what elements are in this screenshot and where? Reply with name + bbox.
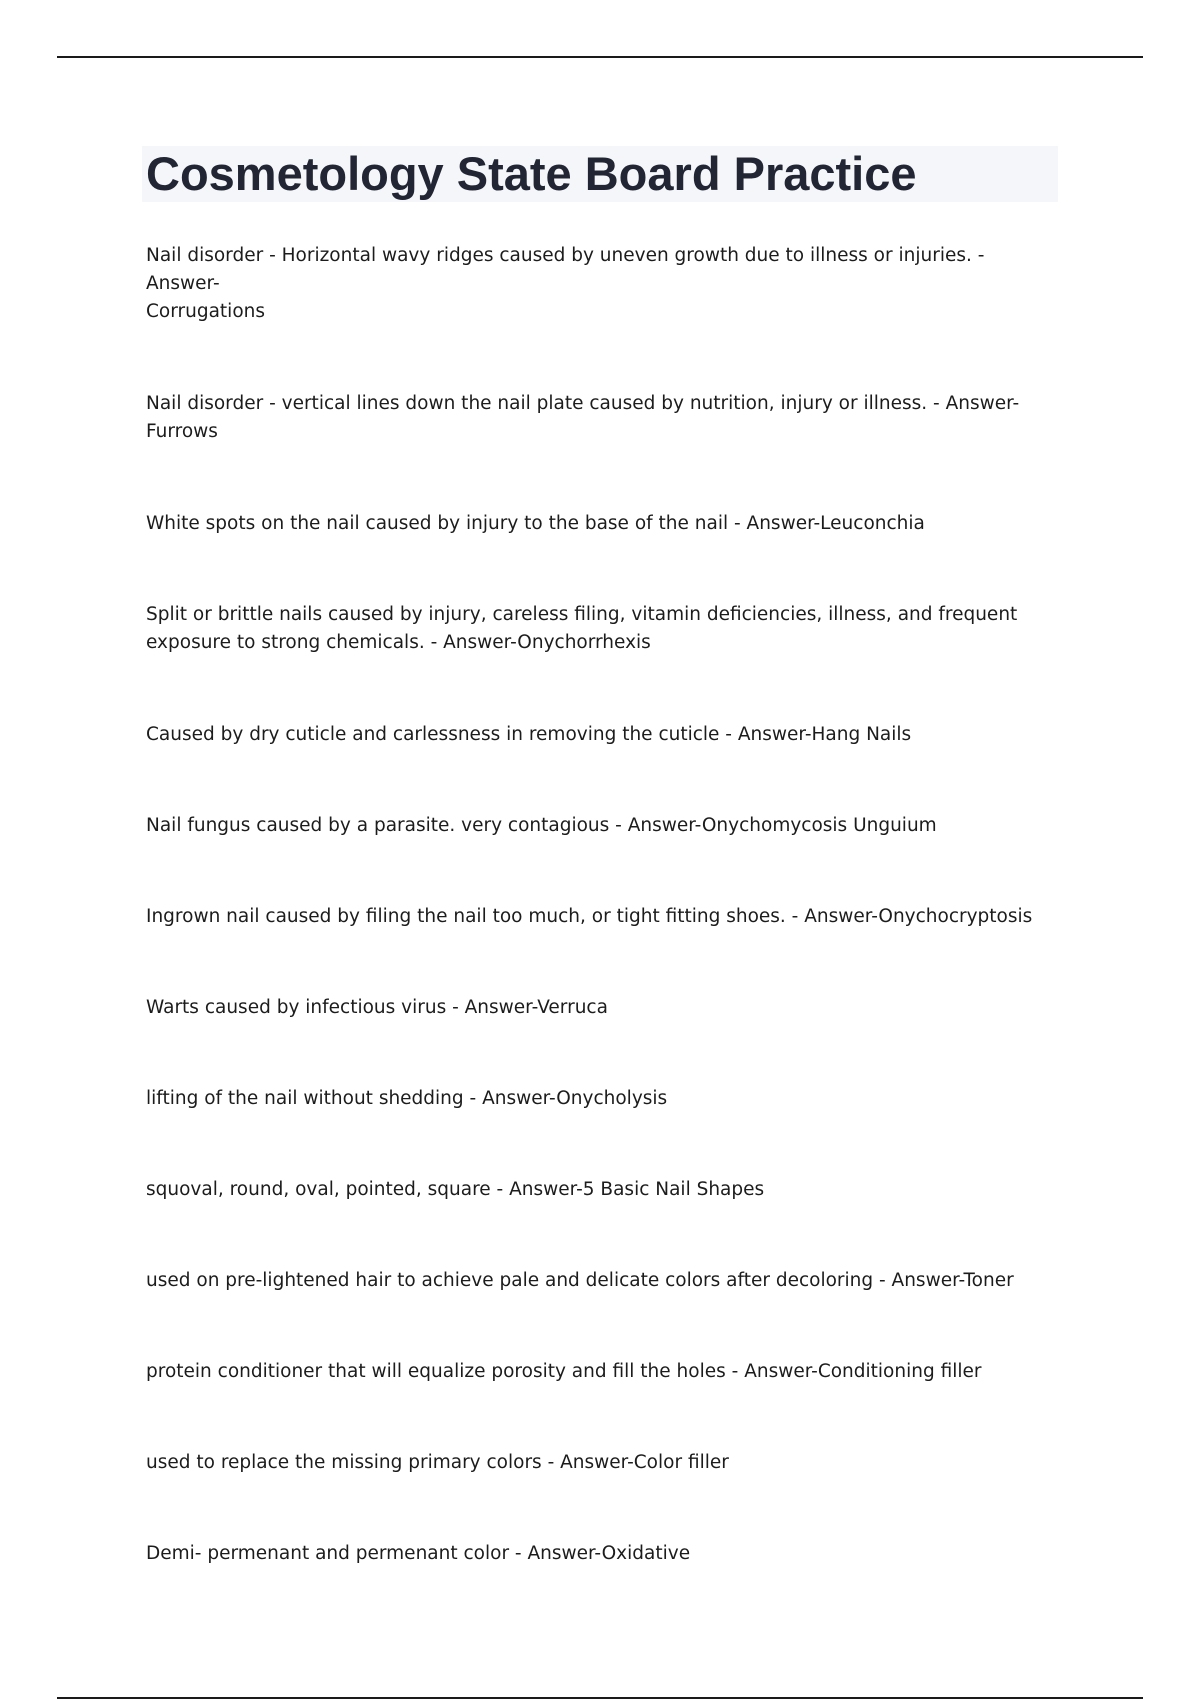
qa-item — [146, 1358, 1046, 1386]
qa-text: Split or brittle nails caused by injury, careless filing, vitamin deficiencies, illness, and frequent — [146, 604, 1018, 625]
qa-item — [146, 1085, 1046, 1113]
qa-item — [146, 994, 1046, 1022]
qa-item — [146, 1176, 1046, 1204]
qa-item — [146, 903, 1046, 931]
qa-list — [146, 242, 1046, 1631]
qa-text: used on pre-lightened hair to achieve pale and delicate colors after decoloring - Answer-Toner — [146, 1270, 1014, 1291]
qa-text: Caused by dry cuticle and carlessness in removing the cuticle - Answer-Hang Nails — [146, 724, 912, 745]
top-rule — [57, 56, 1143, 58]
qa-text: Nail disorder - Horizontal wavy ridges caused by uneven growth due to illness or injuries. - Answer- — [146, 245, 985, 294]
qa-item — [146, 242, 1046, 326]
qa-text-wrap: exposure to strong chemicals. - Answer-Onychorrhexis — [146, 632, 651, 653]
qa-item — [146, 601, 1046, 657]
qa-text: White spots on the nail caused by injury to the base of the nail - Answer-Leuconchia — [146, 513, 925, 534]
qa-text: Ingrown nail caused by filing the nail too much, or tight fitting shoes. - Answer-Onychocryptosis — [146, 906, 1033, 927]
qa-text: protein conditioner that will equalize porosity and fill the holes - Answer-Conditioning filler — [146, 1361, 982, 1382]
qa-text-wrap: Corrugations — [146, 301, 266, 322]
bottom-rule — [57, 1697, 1143, 1699]
qa-text: Warts caused by infectious virus - Answer-Verruca — [146, 997, 608, 1018]
qa-item — [146, 390, 1046, 446]
qa-item — [146, 1449, 1046, 1477]
qa-item — [146, 1540, 1046, 1568]
qa-text: Demi- permenant and permenant color - Answer-Oxidative — [146, 1543, 691, 1564]
qa-item — [146, 1267, 1046, 1295]
qa-text: lifting of the nail without shedding - Answer-Onycholysis — [146, 1088, 668, 1109]
qa-text-wrap: Furrows — [146, 421, 218, 442]
qa-text: Nail disorder - vertical lines down the nail plate caused by nutrition, injury or illness. - Answer- — [146, 393, 1020, 414]
qa-item — [146, 812, 1046, 840]
document-title: Cosmetology State Board Practice — [146, 147, 917, 200]
qa-item — [146, 721, 1046, 749]
qa-text: Nail fungus caused by a parasite. very contagious - Answer-Onychomycosis Unguium — [146, 815, 937, 836]
qa-item — [146, 510, 1046, 538]
qa-text: used to replace the missing primary colors - Answer-Color filler — [146, 1452, 729, 1473]
qa-text: squoval, round, oval, pointed, square - Answer-5 Basic Nail Shapes — [146, 1179, 765, 1200]
